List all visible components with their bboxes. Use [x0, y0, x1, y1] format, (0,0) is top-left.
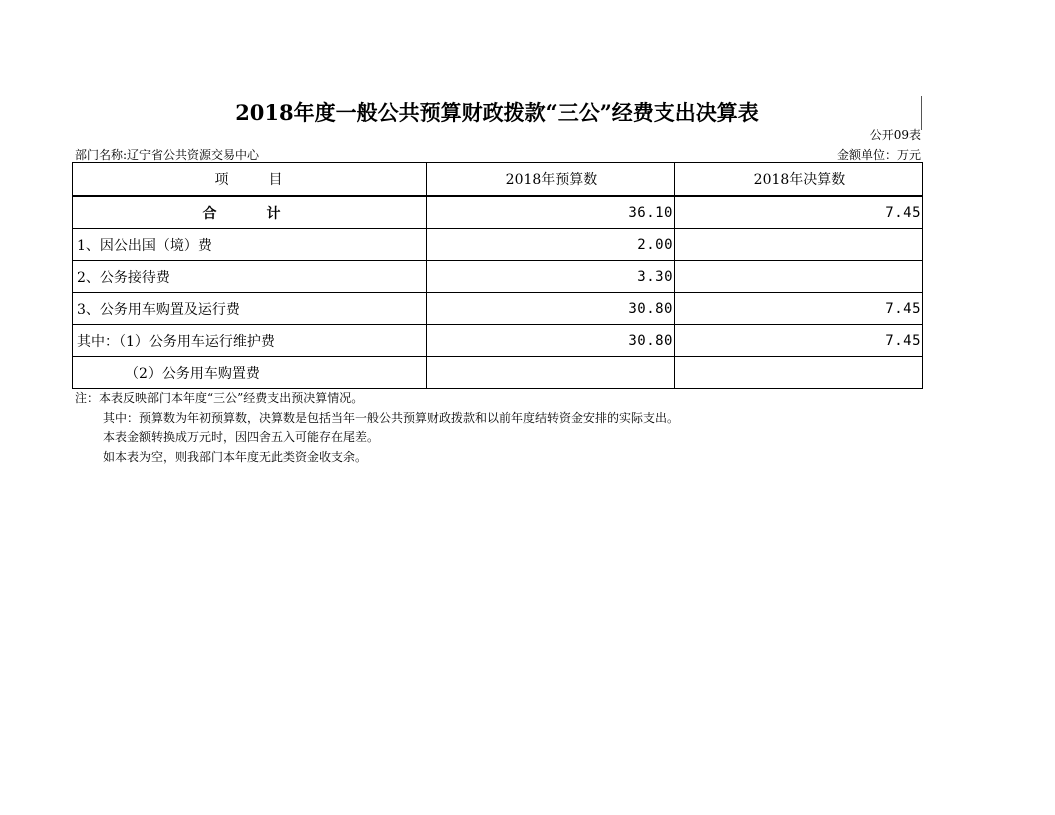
total-actual: 7.45 — [675, 196, 923, 229]
total-budget: 36.10 — [427, 196, 675, 229]
row-label: 1、因公出国（境）费 — [73, 229, 427, 261]
column-header-item: 项 目 — [73, 163, 427, 197]
row-budget — [427, 357, 675, 389]
row-label: 其中：（1）公务用车运行维护费 — [73, 325, 427, 357]
table-row — [73, 325, 923, 357]
row-budget: 30.80 — [427, 325, 675, 357]
note-line: 如本表为空，则我部门本年度无此类资金收支余。 — [103, 449, 368, 464]
table-row — [73, 229, 923, 261]
table-row — [73, 357, 923, 389]
row-actual — [675, 357, 923, 389]
department-name: 部门名称:辽宁省公共资源交易中心 — [75, 148, 260, 162]
row-label: （2）公务用车购置费 — [73, 357, 427, 389]
row-label: 3、公务用车购置及运行费 — [73, 293, 427, 325]
row-budget: 3.30 — [427, 261, 675, 293]
note-line: 注：本表反映部门本年度“三公”经费支出预决算情况。 — [75, 391, 364, 405]
note-line: 本表金额转换成万元时，因四舍五入可能存在尾差。 — [103, 430, 380, 444]
row-actual — [675, 229, 923, 261]
table-row — [73, 261, 923, 293]
table-total-row — [73, 196, 923, 229]
table-code: 公开09表 — [869, 128, 921, 142]
amount-unit: 金额单位：万元 — [836, 148, 921, 162]
column-header-actual: 2018年决算数 — [675, 163, 923, 197]
row-actual: 7.45 — [675, 293, 923, 325]
page-title: 2018年度一般公共预算财政拨款“三公”经费支出决算表 — [235, 100, 759, 125]
row-budget: 30.80 — [427, 293, 675, 325]
row-budget: 2.00 — [427, 229, 675, 261]
table-header-row — [73, 163, 923, 197]
total-label: 合 计 — [73, 196, 427, 229]
row-actual: 7.45 — [675, 325, 923, 357]
row-label: 2、公务接待费 — [73, 261, 427, 293]
expense-table — [72, 162, 923, 389]
note-line: 其中：预算数为年初预算数，决算数是包括当年一般公共预算财政拨款和以前年度结转资金安排的实际支出。 — [103, 410, 680, 425]
column-header-budget: 2018年预算数 — [427, 163, 675, 197]
row-actual — [675, 261, 923, 293]
table-row — [73, 293, 923, 325]
notes-section — [75, 389, 679, 467]
